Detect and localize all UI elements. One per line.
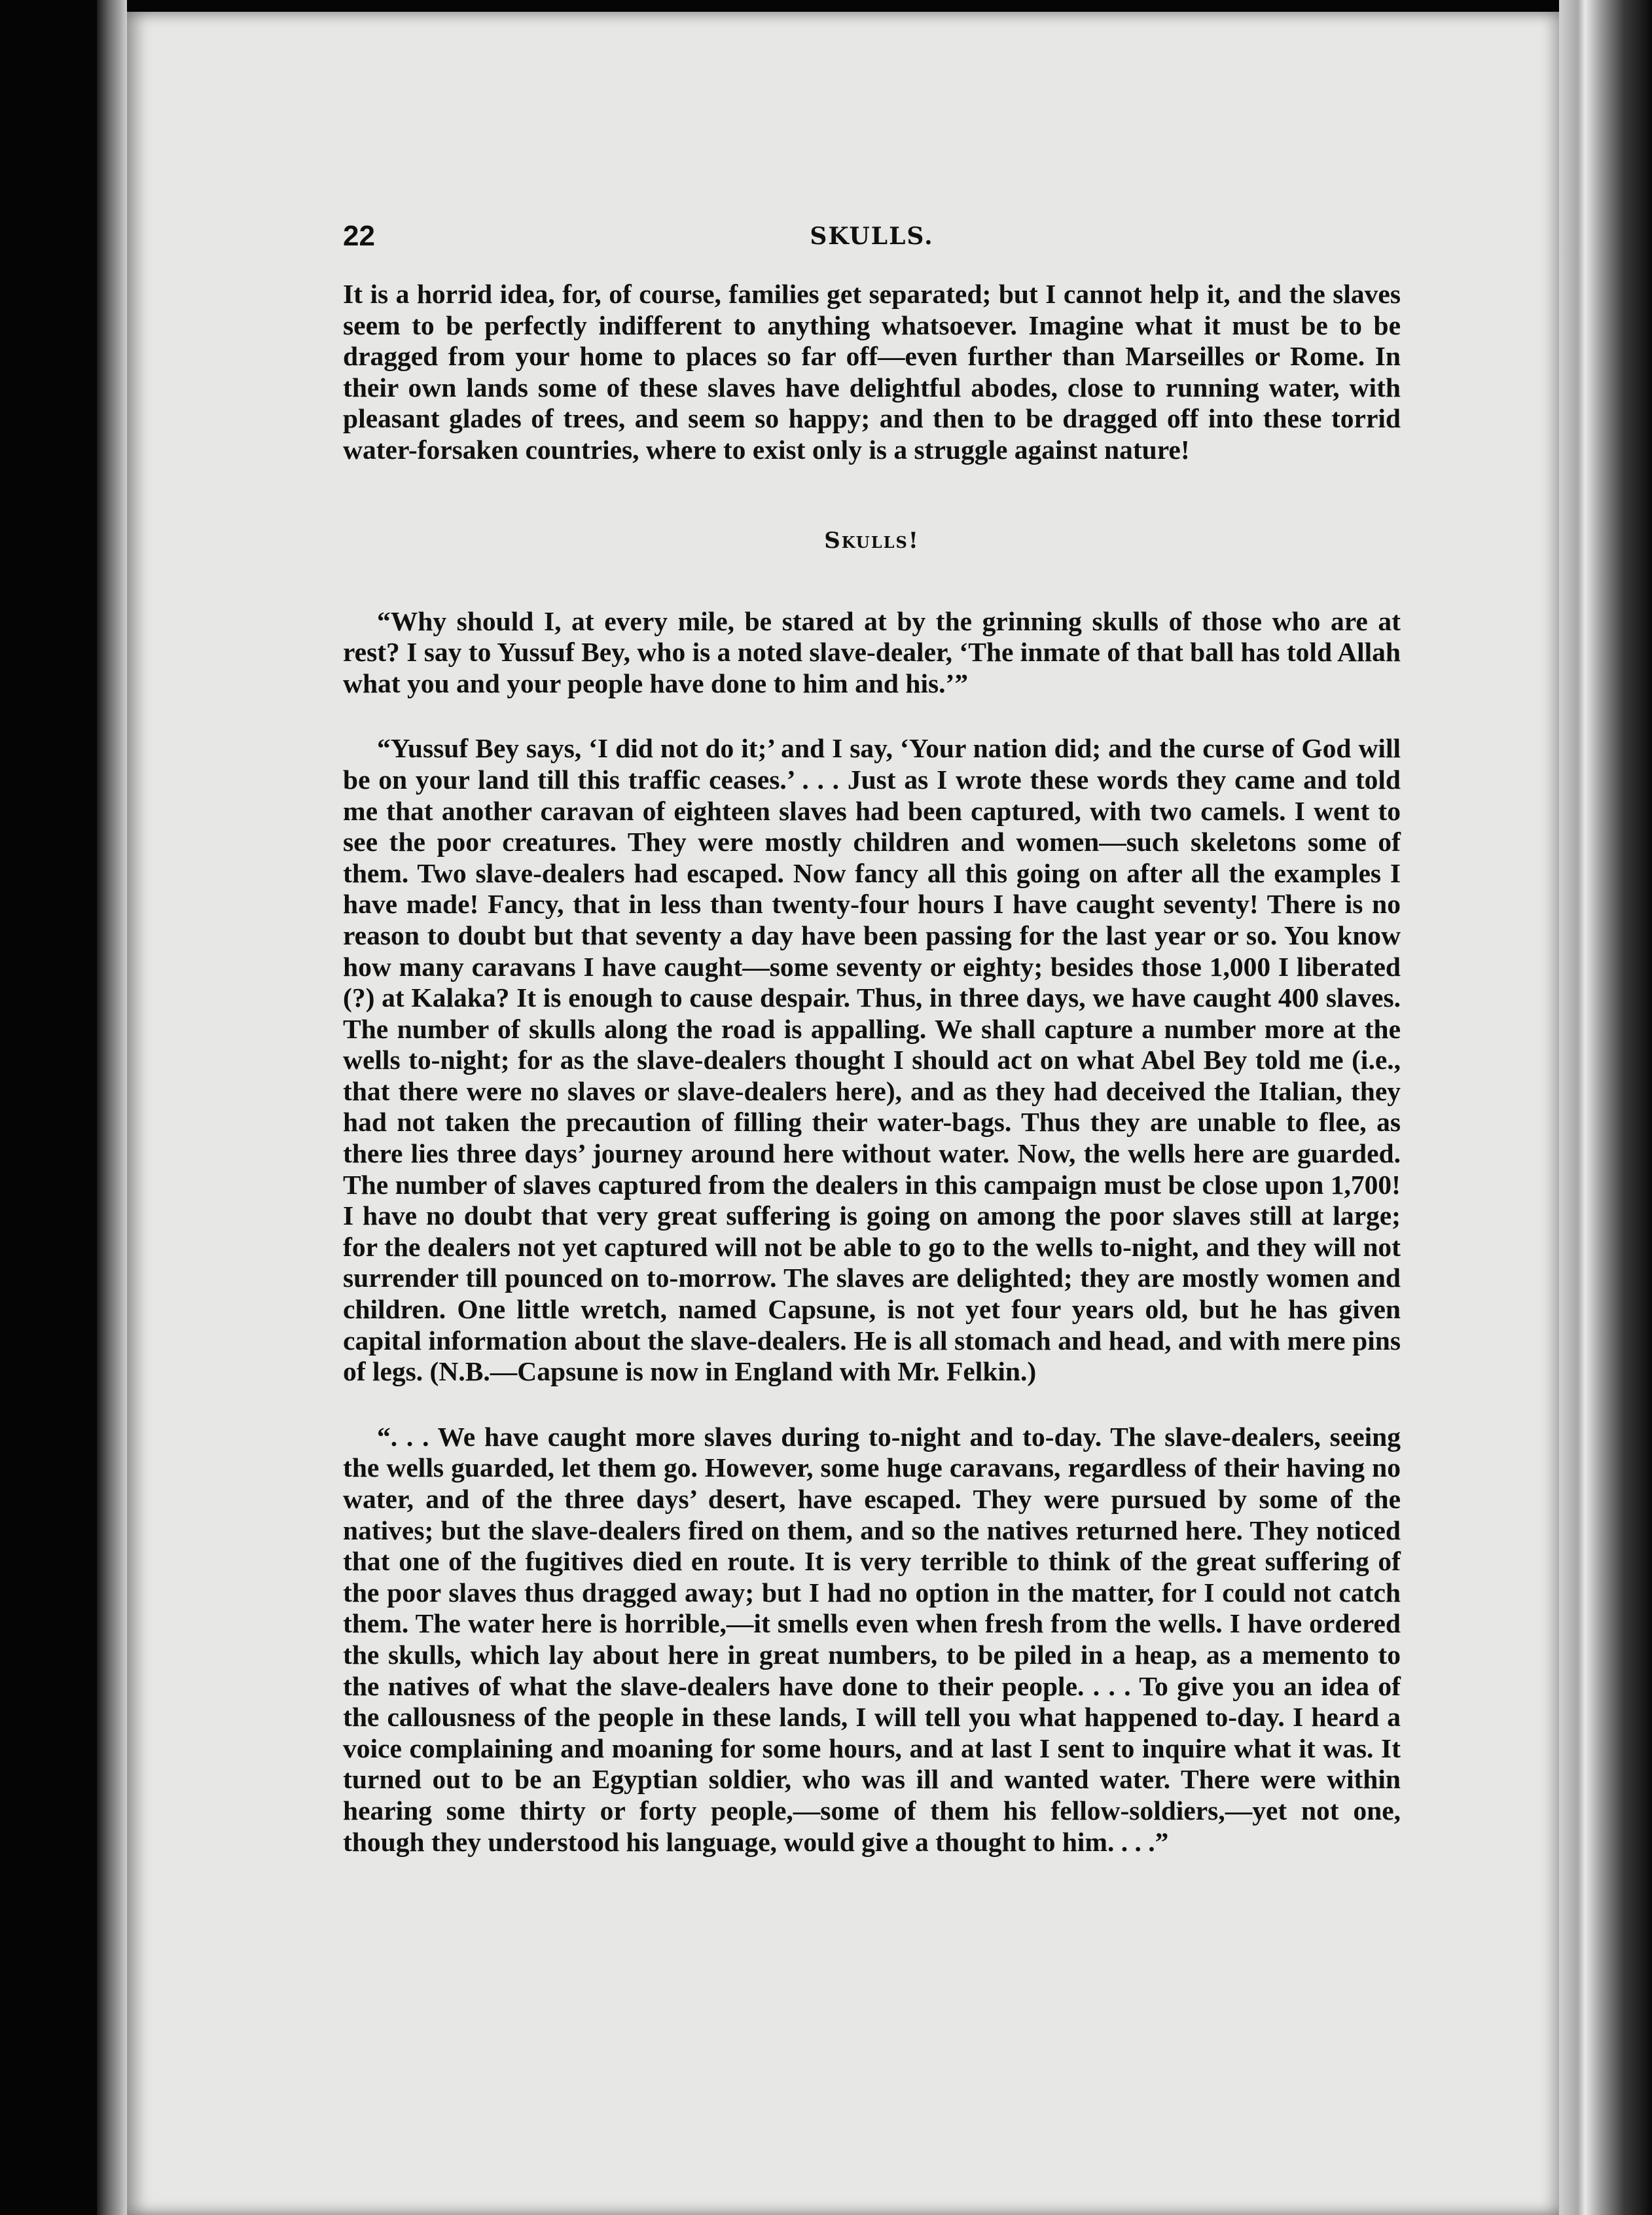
spacer <box>343 699 1401 733</box>
adjacent-page-edge-left <box>97 0 127 2215</box>
running-title: SKULLS. <box>810 223 934 250</box>
paragraph-quote-3: “. . . We have caught more slaves during to-night and to-day. The slave-dealers, seeing the wells guarded, let them go. However, some huge caravans, regardless of their having no water, and of the three days’ desert, have escaped. They were pursued by some of the natives; but the slave-dealers fired on them, and so the natives returned here. They noticed that one of the fugitives died en route. It is very terrible to think of the great suffering of the poor slaves thus dragged away; but I had no option in the matter, for I could not catch them. The water here is horrible,—it smells even when fresh from the wells. I have ordered the skulls, which lay about here in great numbers, to be piled in a heap, as a memento to the natives of what the slave-dealers have done to their people. . . . To give you an idea of the callousness of the people in these lands, I will tell you what happened to-day. I heard a voice complaining and moaning for some hours, and at last I sent to inquire what it was. It turned out to be an Egyptian soldier, who was ill and wanted water. There were within hearing some thirty or forty people,—some of them his fellow-soldiers,—yet not one, though they understood his language, would give a thought to him. . . .” <box>343 1421 1401 1857</box>
section-heading: Skulls! <box>824 527 920 554</box>
page-number: 22 <box>343 220 375 252</box>
paragraph-intro: It is a horrid idea, for, of course, families get separated; but I cannot help it, and the slaves seem to be perfectly indifferent to anything whatsoever. Imagine what it must be to be dragged from your home to places so far off—even further than Marseilles or Rome. In their own lands some of these slaves have delightful abodes, close to running water, with pleasant glades of trees, and seem so happy; and then to be dragged off into these torrid water-forsaken countries, where to exist only is a struggle against nature! <box>343 279 1401 465</box>
spacer <box>343 1388 1401 1422</box>
book-page <box>127 12 1559 2215</box>
paragraph-quote-2: “Yussuf Bey says, ‘I did not do it;’ and I say, ‘Your nation did; and the curse of God will be on your land till this traffic ceases.’ . . . Just as I wrote these words they came and told me that another caravan of eighteen slaves had been captured, with two camels. I went to see the poor creatures. They were mostly children and women—such skeletons some of them. Two slave-dealers had escaped. Now fancy all this going on after all the examples I have made! Fancy, that in less than twenty-four hours I have caught seventy! There is no reason to doubt but that seventy a day have been passing for the last year or so. You know how many caravans I have caught—some seventy or eighty; besides those 1,000 I liberated (?) at Kalaka? It is enough to cause despair. Thus, in three days, we have caught 400 slaves. The number of skulls along the road is appalling. We shall capture a number more at the wells to-night; for as the slave-dealers thought I should act on what Abel Bey told me (i.e., that there were no slaves or slave-dealers here), and as they had deceived the Italian, they had not taken the precaution of filling their water-bags. Thus they are unable to flee, as there lies three days’ journey around here without water. Now, the wells here are guarded. The number of slaves captured from the dealers in this campaign must be close upon 1,700! I have no doubt that very great suffering is going on among the poor slaves still at large; for the dealers not yet captured will not be able to go to the wells to-night, and they will not surrender till pounced on to-morrow. The slaves are delighted; they are mostly women and children. One little wretch, named Capsune, is not yet four years old, but he has given capital information about the slave-dealers. He is all stomach and head, and with mere pins of legs. (N.B.—Capsune is now in England with Mr. Felkin.) <box>343 733 1401 1387</box>
running-head <box>343 220 1401 279</box>
paragraph-quote-1: “Why should I, at every mile, be stared at by the grinning skulls of those who are at rest? I say to Yussuf Bey, who is a noted slave-dealer, ‘The inmate of that ball has told Allah what you and your people have done to him and his.’” <box>343 605 1401 698</box>
page-content <box>343 220 1401 1858</box>
spacer <box>343 466 1401 528</box>
adjacent-page-edge-right <box>1559 0 1652 2215</box>
spacer <box>343 554 1401 606</box>
